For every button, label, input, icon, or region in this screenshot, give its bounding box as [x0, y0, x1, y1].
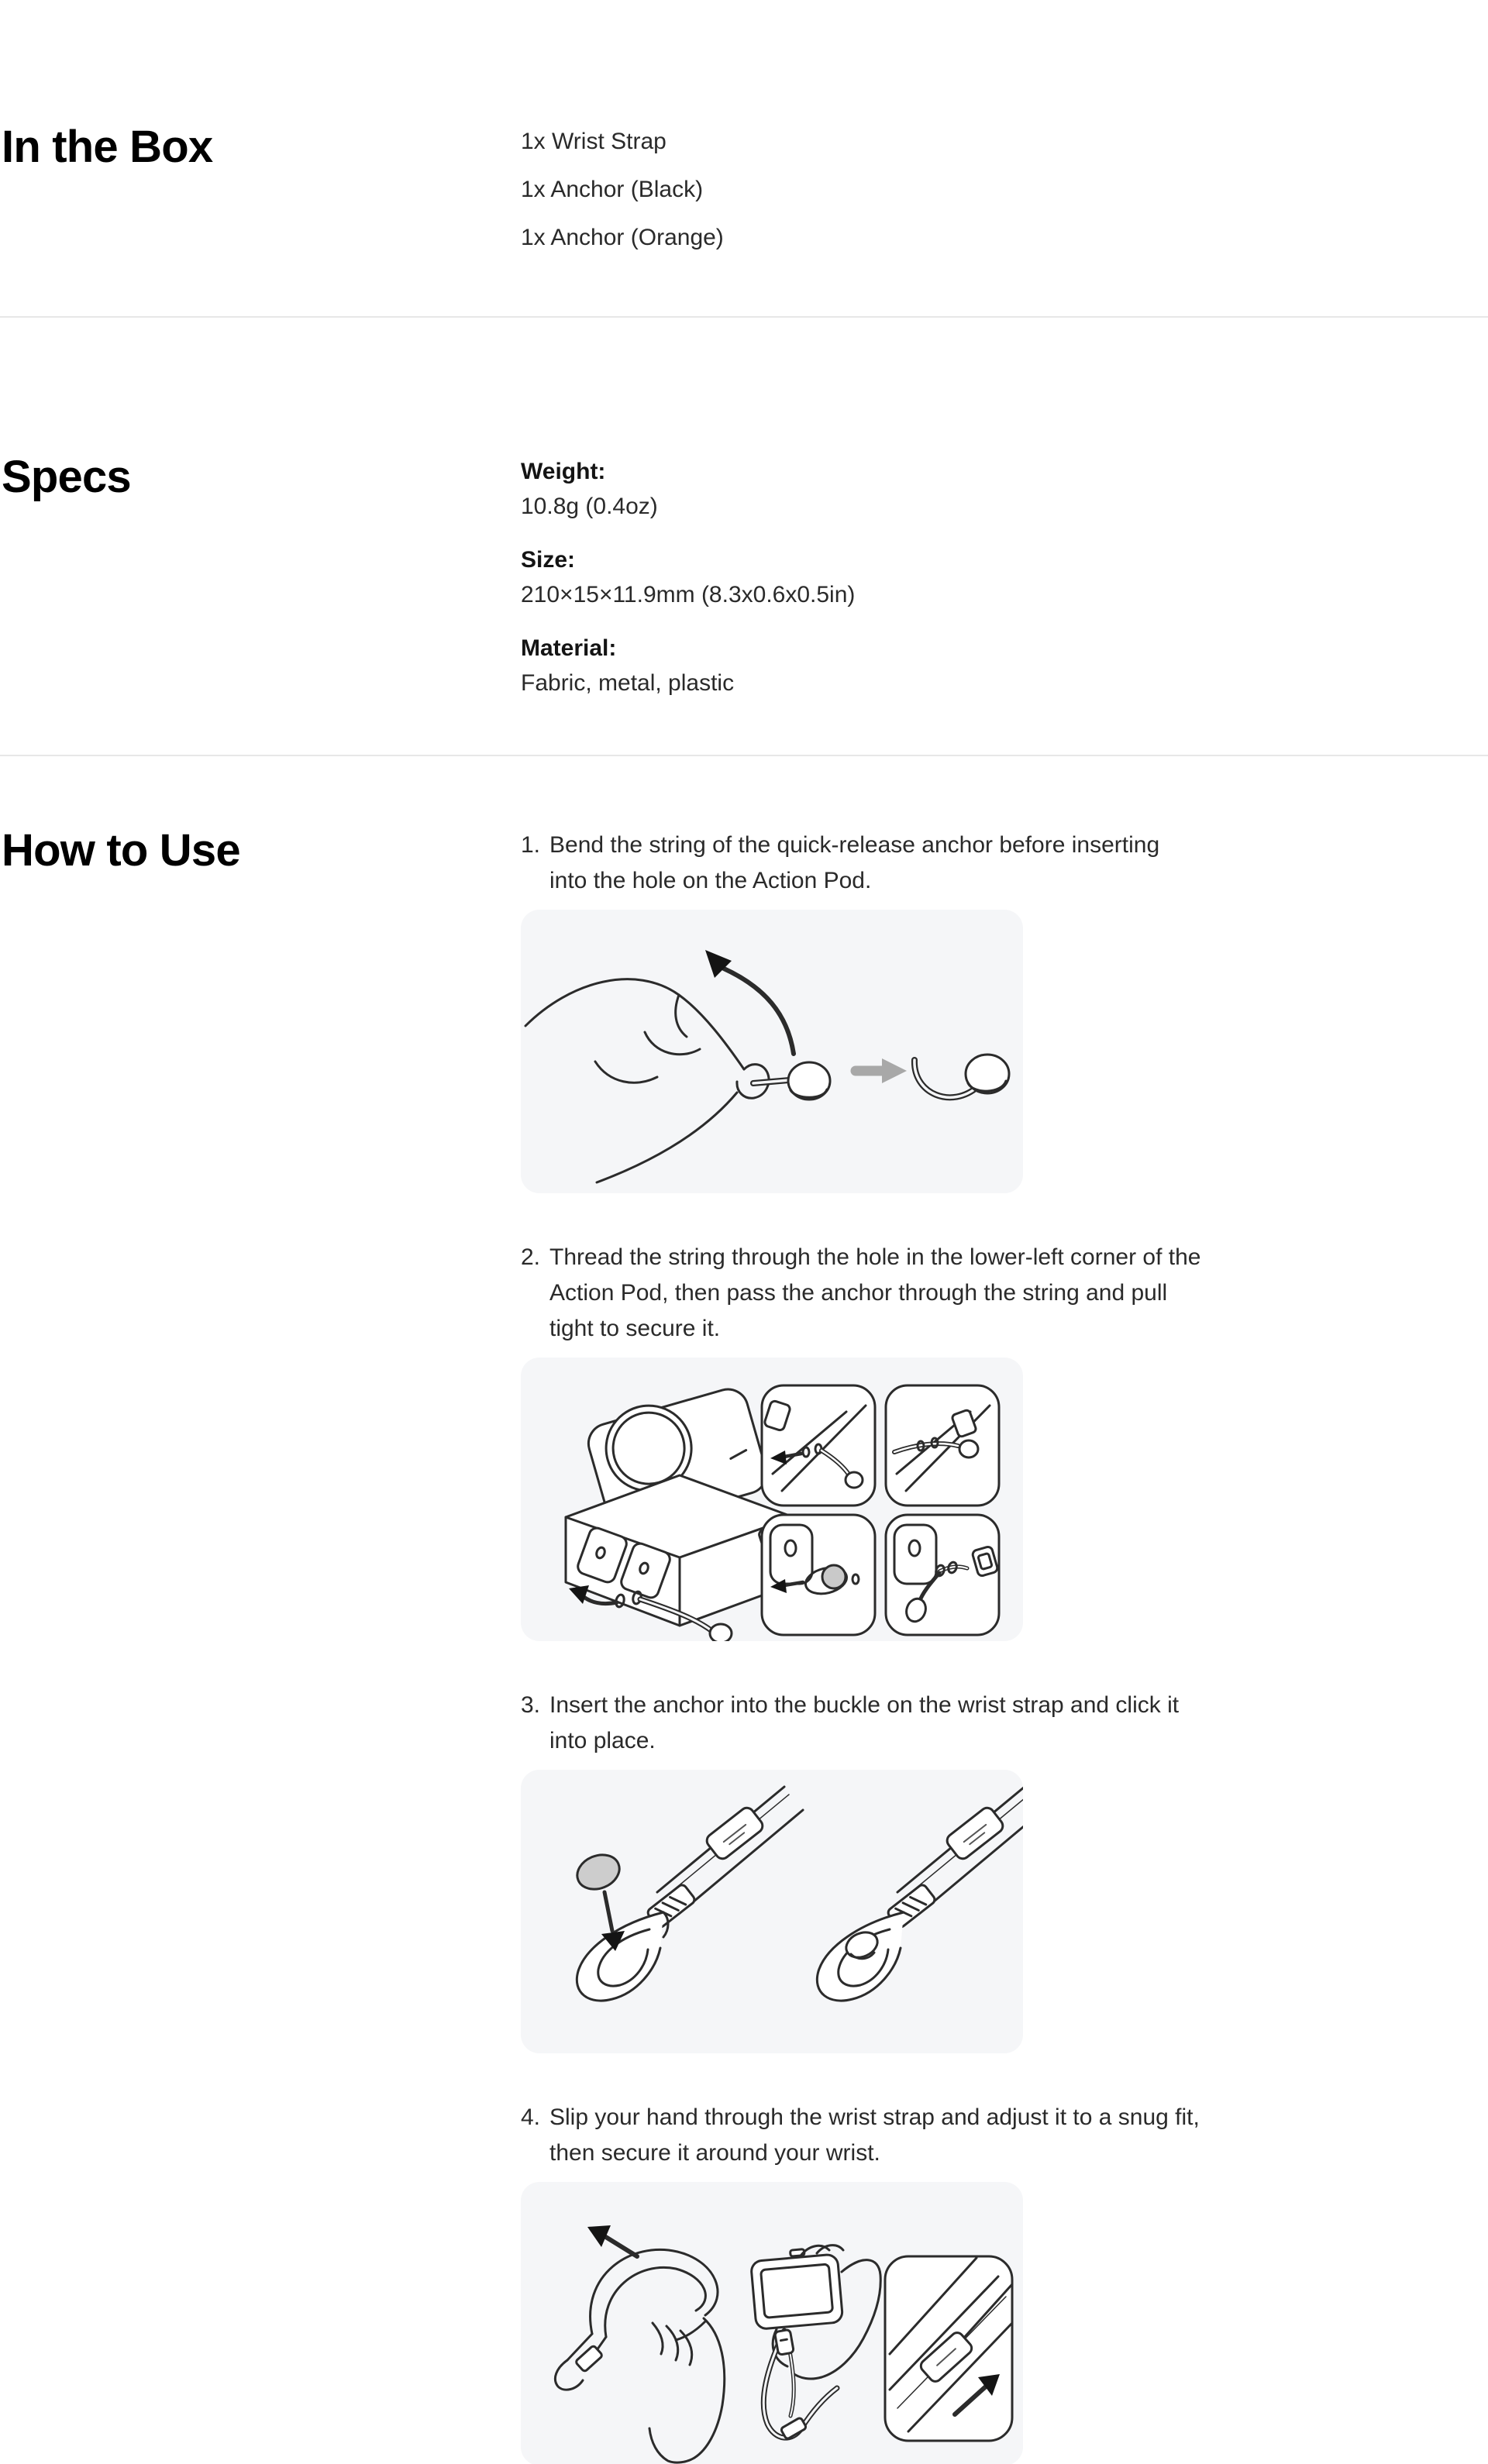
spec-material-label: Material: [521, 635, 617, 661]
spec-material-value: Fabric, metal, plastic [521, 670, 735, 696]
in-the-box-section [0, 0, 1488, 318]
thread-string-illustration [521, 1358, 1023, 1641]
how-to-use-section [0, 756, 1488, 2464]
spec-weight-label: Weight: [521, 459, 606, 484]
box-item-anchor-black: 1x Anchor (Black) [521, 177, 704, 202]
step-1-illustration-card [521, 910, 1023, 1193]
step-1 [521, 828, 1203, 1193]
spec-weight [521, 454, 1203, 524]
specs-title: Specs [2, 452, 131, 502]
step-3-instruction: Insert the anchor into the buckle on the wrist strap and click it into place. [549, 1692, 1180, 1753]
step-1-instruction: Bend the string of the quick-release anchor before inserting into the hole on the Action Pod. [549, 832, 1160, 893]
specs-title-column [0, 454, 521, 700]
how-to-use-steps [521, 828, 1203, 2464]
step-3-text [521, 1688, 1203, 1759]
step-1-text [521, 828, 1203, 899]
wear-strap-illustration [521, 2182, 1023, 2464]
how-to-use-title-column [0, 825, 521, 2464]
step-3-illustration-card [521, 1770, 1023, 2053]
step-3-number: 3. [521, 1692, 541, 1718]
spec-size-value: 210×15×11.9mm (8.3x0.6x0.5in) [521, 582, 856, 607]
bend-anchor-illustration [521, 910, 1023, 1193]
step-2 [521, 1240, 1203, 1641]
insert-anchor-illustration [521, 1770, 1023, 2053]
in-the-box-title-column [0, 124, 521, 256]
step-1-number: 1. [521, 832, 541, 858]
step-4-instruction: Slip your hand through the wrist strap and adjust it to a snug fit, then secure it around your wrist. [549, 2104, 1200, 2166]
step-4 [521, 2100, 1203, 2464]
how-to-use-title: How to Use [2, 825, 240, 876]
step-2-instruction: Thread the string through the hole in the lower-left corner of the Action Pod, then pass the anchor through the string and pull tight to secure it. [549, 1244, 1201, 1341]
spec-weight-value: 10.8g (0.4oz) [521, 494, 658, 519]
step-2-illustration-card [521, 1358, 1023, 1641]
step-2-number: 2. [521, 1244, 541, 1270]
specs-section [0, 318, 1488, 756]
spec-size-label: Size: [521, 547, 576, 573]
specs-list [521, 454, 1203, 700]
spec-size [521, 542, 1203, 612]
step-4-number: 4. [521, 2104, 541, 2130]
step-3 [521, 1688, 1203, 2053]
in-the-box-title: In the Box [2, 122, 213, 172]
step-4-illustration-card [521, 2182, 1023, 2464]
box-item-anchor-orange: 1x Anchor (Orange) [521, 225, 724, 250]
step-4-text [521, 2100, 1203, 2171]
in-the-box-list [521, 124, 1203, 256]
step-2-text [521, 1240, 1203, 1347]
box-item-wrist-strap: 1x Wrist Strap [521, 129, 666, 154]
spec-material [521, 631, 1203, 700]
